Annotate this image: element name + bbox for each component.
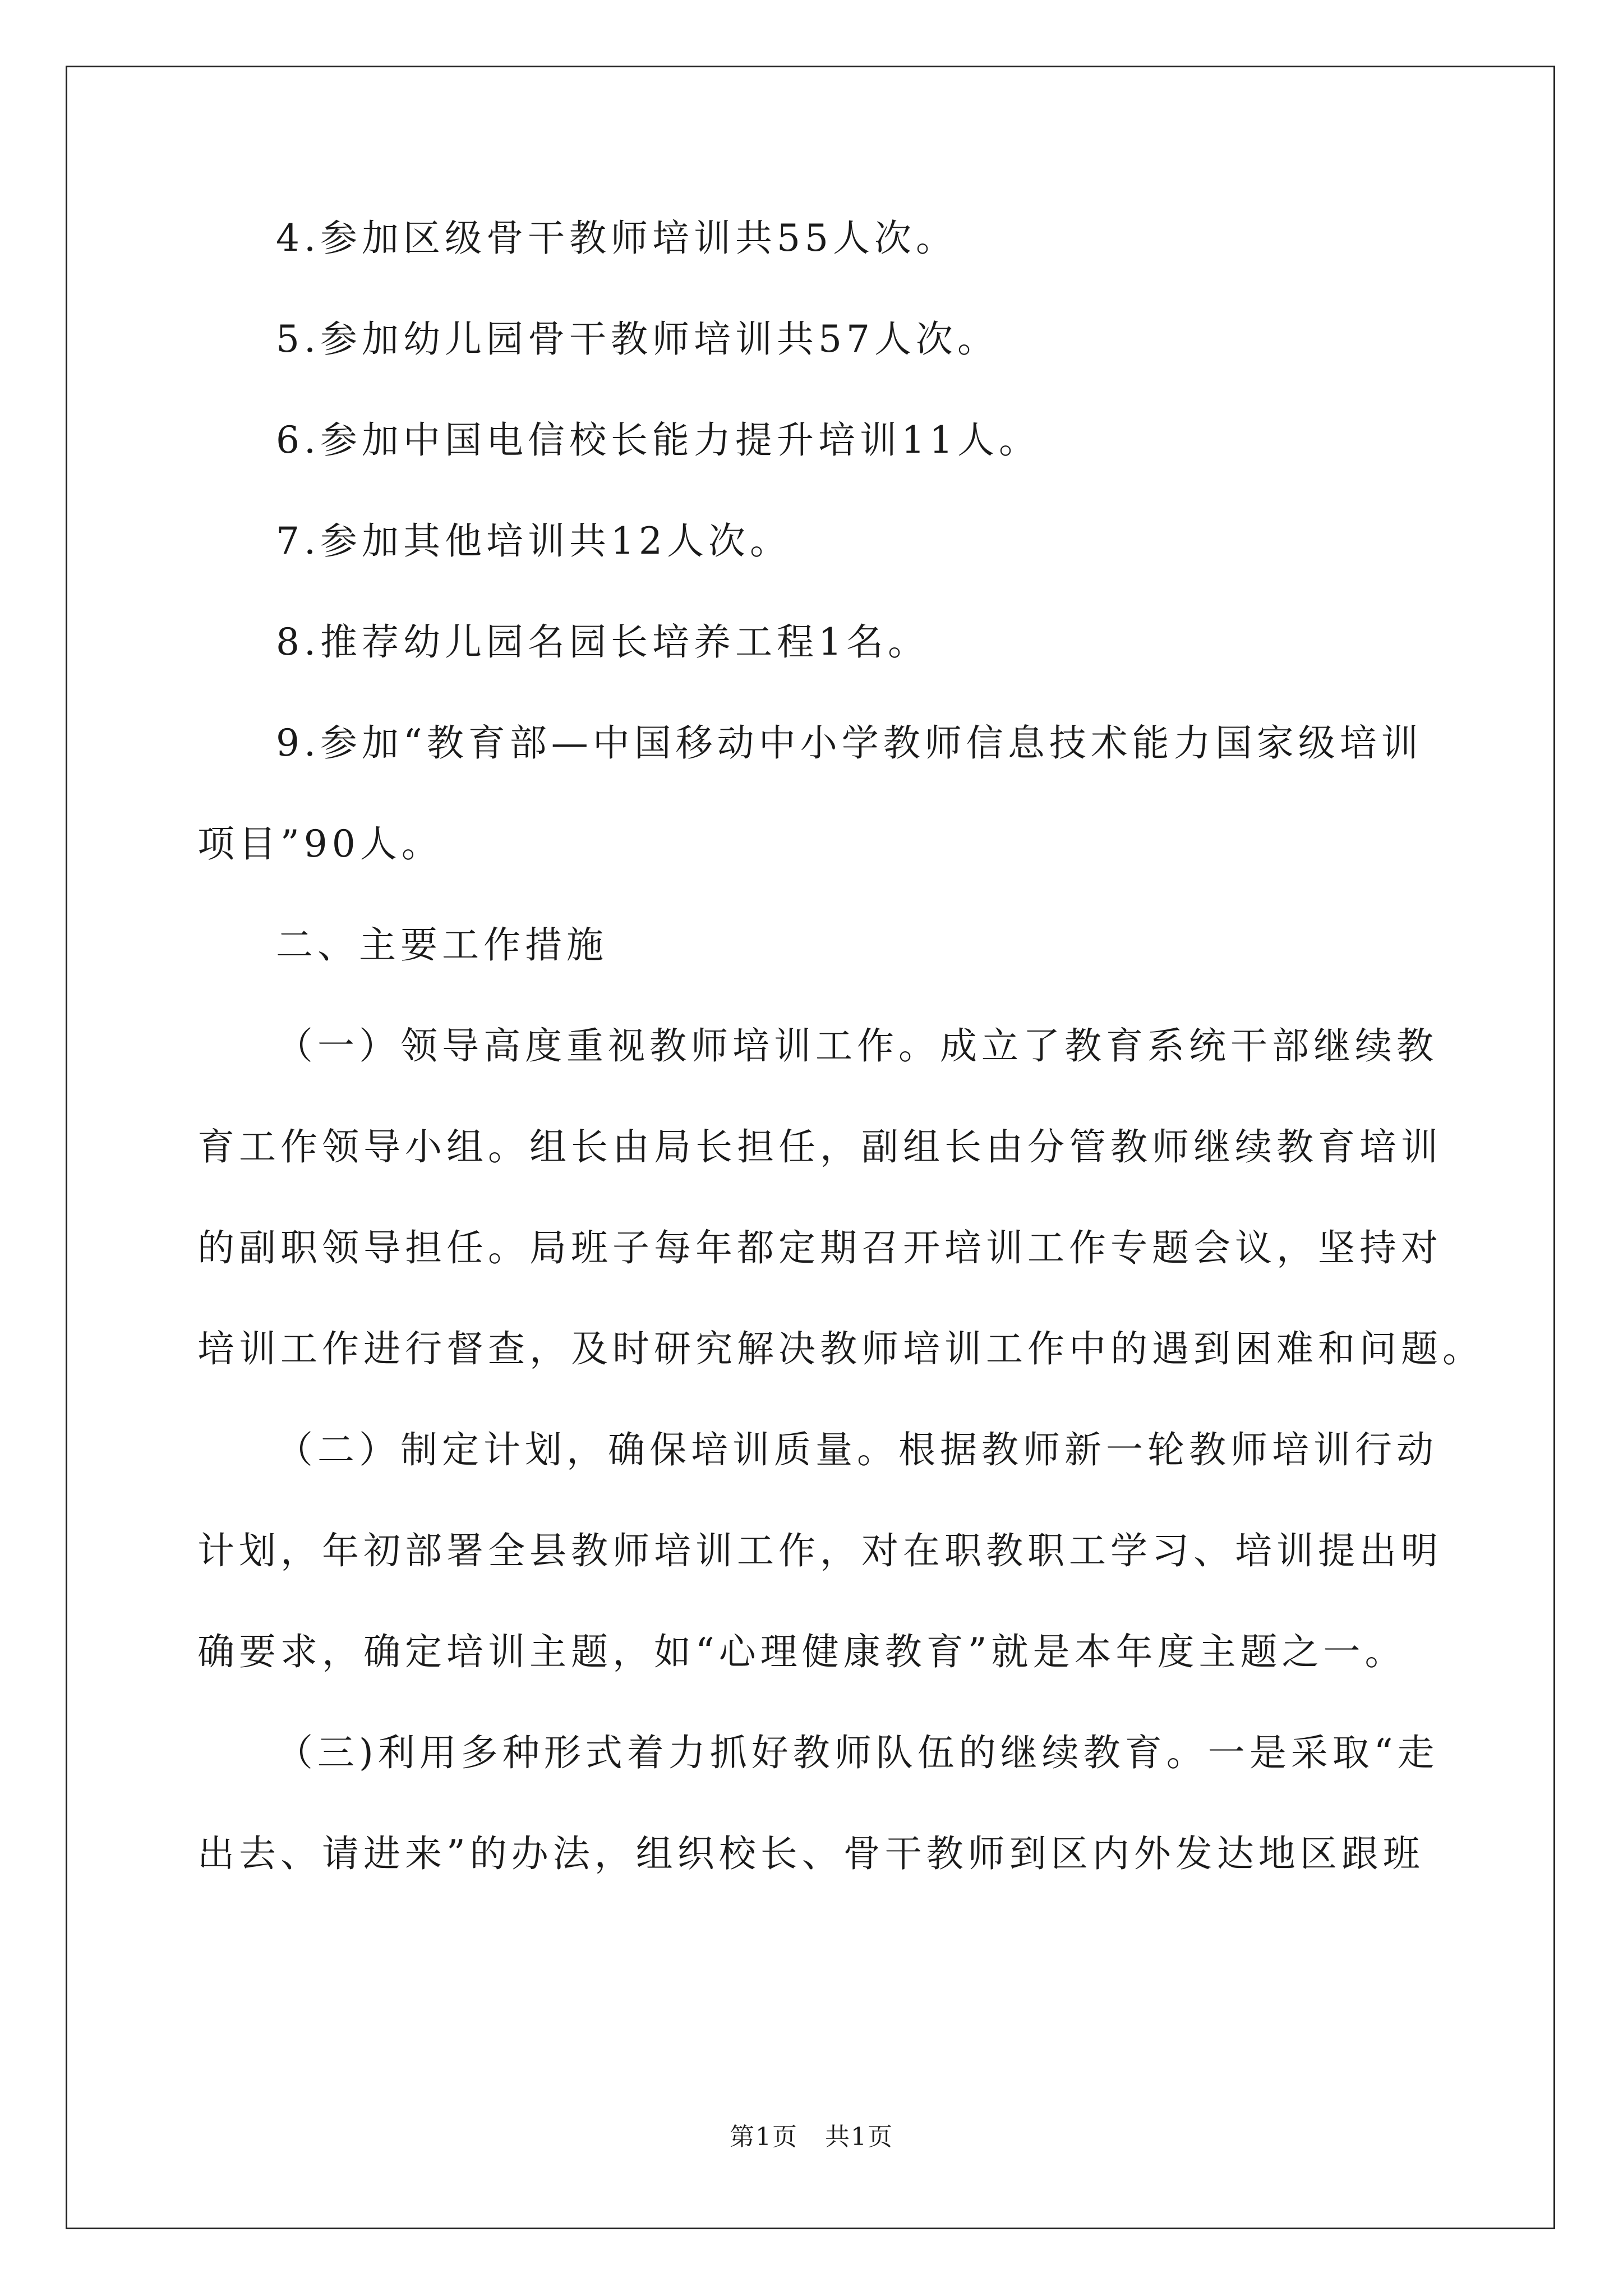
section-heading: 二、主要工作措施: [276, 923, 608, 967]
measure-3-line-2: 出去、请进来”的办法，组织校长、骨干教师到区内外发达地区跟班: [197, 1832, 1424, 1875]
measure-1-line-1: （一）领导高度重视教师培训工作。成立了教育系统干部继续教: [276, 1024, 1438, 1068]
measure-1-line-3: 的副职领导担任。局班子每年都定期召开培训工作专题会议，坚持对: [197, 1226, 1442, 1269]
document-body: [197, 213, 1484, 1879]
paragraph-item-9-line-1: 9.参加“教育部—中国移动中小学教师信息技术能力国家级培训: [276, 721, 1423, 765]
paragraph-item-6: 6.参加中国电信校长能力提升培训11人。: [276, 418, 1040, 462]
paragraph-item-8: 8.推荐幼儿园名园长培养工程1名。: [276, 620, 929, 664]
measure-2-line-3: 确要求，确定培训主题，如“心理健康教育”就是本年度主题之一。: [197, 1630, 1407, 1673]
measure-2-line-2: 计划，年初部署全县教师培训工作，对在职教职工学习、培训提出明: [197, 1529, 1442, 1572]
measure-1-line-4: 培训工作进行督查，及时研究解决教师培训工作中的遇到困难和问题。: [197, 1327, 1484, 1370]
measure-3-line-1: （三)利用多种形式着力抓好教师队伍的继续教育。一是采取“走: [276, 1731, 1439, 1774]
paragraph-item-4: 4.参加区级骨干教师培训共55人次。: [276, 217, 957, 260]
measure-1-line-2: 育工作领导小组。组长由局长担任，副组长由分管教师继续教育培训: [197, 1125, 1442, 1168]
paragraph-item-7: 7.参加其他培训共12人次。: [276, 519, 791, 563]
paragraph-item-5: 5.参加幼儿园骨干教师培训共57人次。: [276, 318, 999, 361]
page-footer: 第1页 共1页: [730, 2123, 893, 2151]
measure-2-line-1: （二）制定计划，确保培训质量。根据教师新一轮教师培训行动: [276, 1428, 1438, 1471]
paragraph-item-9-line-2: 项目”90人。: [197, 822, 443, 866]
